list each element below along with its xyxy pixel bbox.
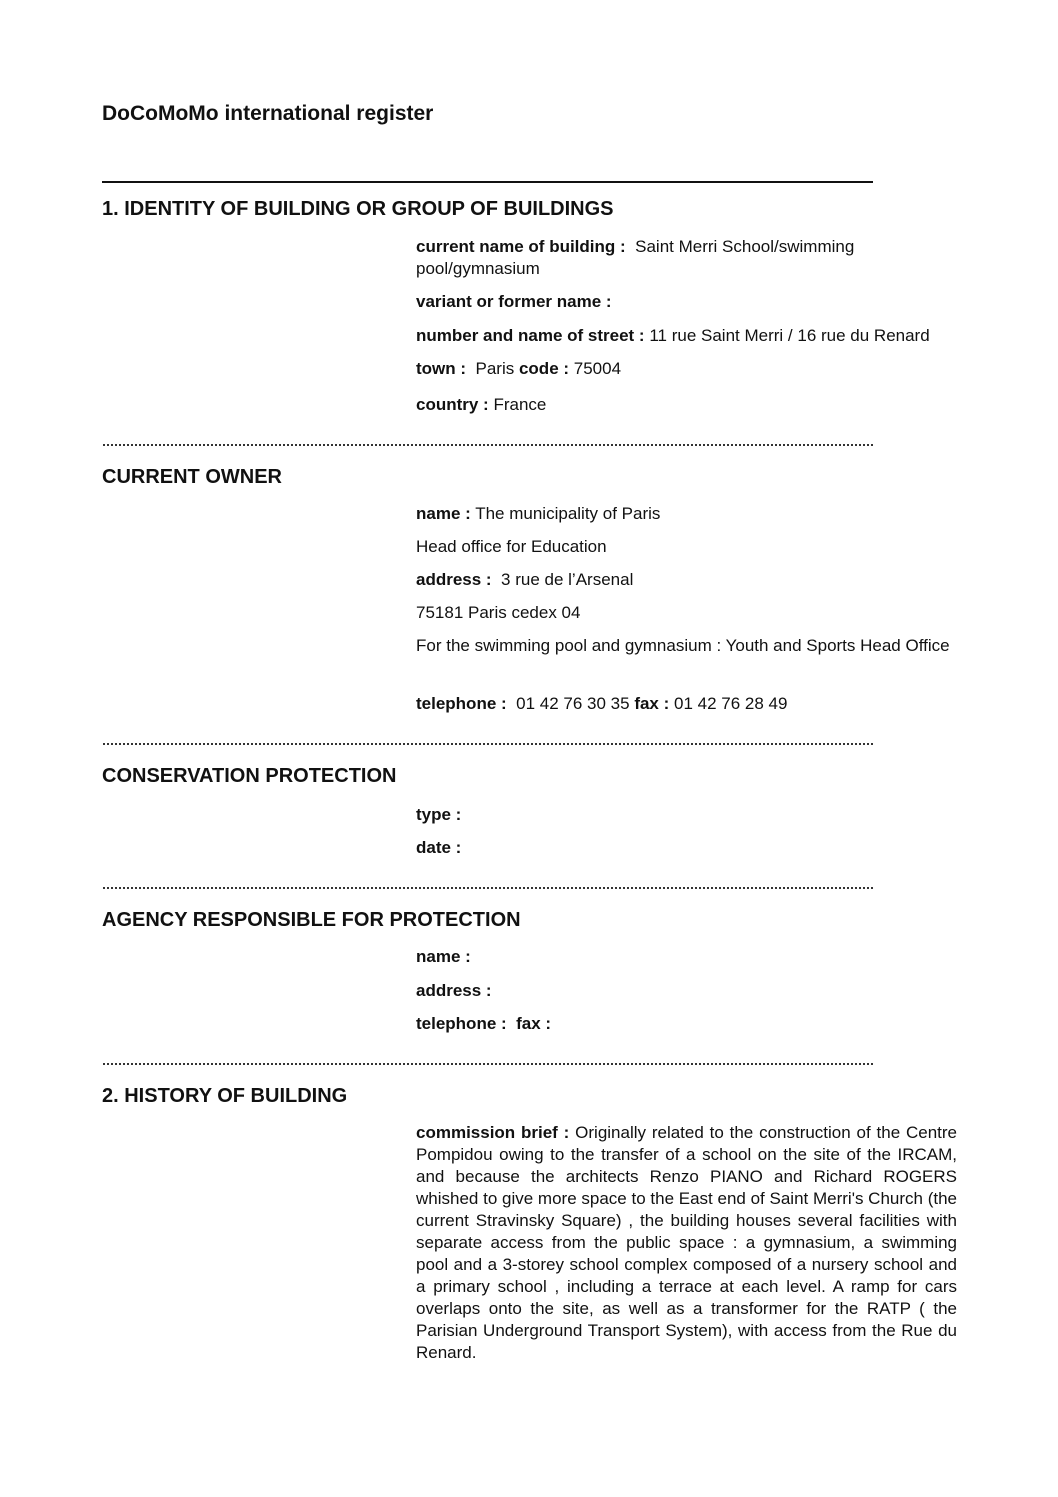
current-name-field <box>416 236 957 280</box>
owner-name-field <box>416 503 957 525</box>
street-label: number and name of street : <box>416 326 645 345</box>
country-label: country : <box>416 395 489 414</box>
code-value: 75004 <box>573 359 622 378</box>
conservation-type-label: type : <box>416 805 462 824</box>
street-value: 11 rue Saint Merri / 16 rue du Renard <box>649 326 930 345</box>
owner-name-value: The municipality of Paris <box>475 504 661 523</box>
history-heading: 2. HISTORY OF BUILDING <box>102 1085 348 1107</box>
owner-address-label: address : <box>416 570 492 589</box>
owner-postal: 75181 Paris cedex 04 <box>416 603 581 622</box>
town-label: town : <box>416 359 467 378</box>
dotted-divider <box>103 444 873 446</box>
owner-heading: CURRENT OWNER <box>102 466 282 488</box>
commission-brief-label: commission brief : <box>416 1123 570 1142</box>
agency-fax-label: fax : <box>516 1014 552 1033</box>
agency-phone-field <box>416 1013 957 1035</box>
variant-name-field <box>416 291 957 313</box>
agency-telephone-label: telephone : <box>416 1014 507 1033</box>
identity-heading: 1. IDENTITY OF BUILDING OR GROUP OF BUILDINGS <box>102 198 614 220</box>
country-field <box>416 394 957 416</box>
country-value: France <box>493 395 547 414</box>
code-label: code : <box>518 359 570 378</box>
agency-heading: AGENCY RESPONSIBLE FOR PROTECTION <box>102 909 521 931</box>
agency-name-field <box>416 946 957 968</box>
owner-office: Head office for Education <box>416 537 607 556</box>
town-value: Paris <box>475 359 515 378</box>
owner-pool-office: For the swimming pool and gymnasium : Youth and Sports Head Office <box>416 636 950 655</box>
owner-phone-field <box>416 693 957 715</box>
conservation-type-field <box>416 804 957 826</box>
commission-brief-text: Originally related to the construction of the Centre Pompidou owing to the transfer of a school on the site of the IRCAM, and because the architects Renzo PIANO and Richard ROGERS whished to give more space to the East end of Saint Merri's Church (the current Stravinsky Square) , the building houses several facilities with separate access from the public space : a gymnasium, a swimming pool and a 3-storey school complex composed of a nursery school and a primary school , including a terrace at each level. A ramp for cars overlaps onto the site, as well as a transformer for the RATP ( the Parisian Underground Transport System), with access from the Rue du Renard. <box>416 1123 958 1362</box>
dotted-divider <box>103 887 873 889</box>
dotted-divider <box>103 1063 873 1065</box>
current-name-label: current name of building : <box>416 237 626 256</box>
agency-name-label: name : <box>416 947 471 966</box>
agency-address-label: address : <box>416 981 492 1000</box>
street-field <box>416 325 957 347</box>
title-rule <box>102 181 873 183</box>
variant-name-label: variant or former name : <box>416 292 612 311</box>
owner-address-value: 3 rue de l’Arsenal <box>501 570 634 589</box>
agency-address-field <box>416 980 957 1002</box>
owner-name-label: name : <box>416 504 471 523</box>
document-title: DoCoMoMo international register <box>102 102 434 125</box>
owner-fax-label: fax : <box>634 694 670 713</box>
owner-telephone-label: telephone : <box>416 694 507 713</box>
conservation-heading: CONSERVATION PROTECTION <box>102 765 397 787</box>
owner-address-field <box>416 569 957 591</box>
owner-fax-value: 01 42 76 28 49 <box>674 694 788 713</box>
town-field <box>416 358 957 380</box>
current-name-value: Saint Merri School/swimming pool/gymnasium <box>416 237 855 278</box>
conservation-date-field <box>416 837 957 859</box>
commission-brief-field <box>416 1122 957 1364</box>
conservation-date-label: date : <box>416 838 462 857</box>
owner-telephone-value: 01 42 76 30 35 <box>516 694 630 713</box>
dotted-divider <box>103 743 873 745</box>
